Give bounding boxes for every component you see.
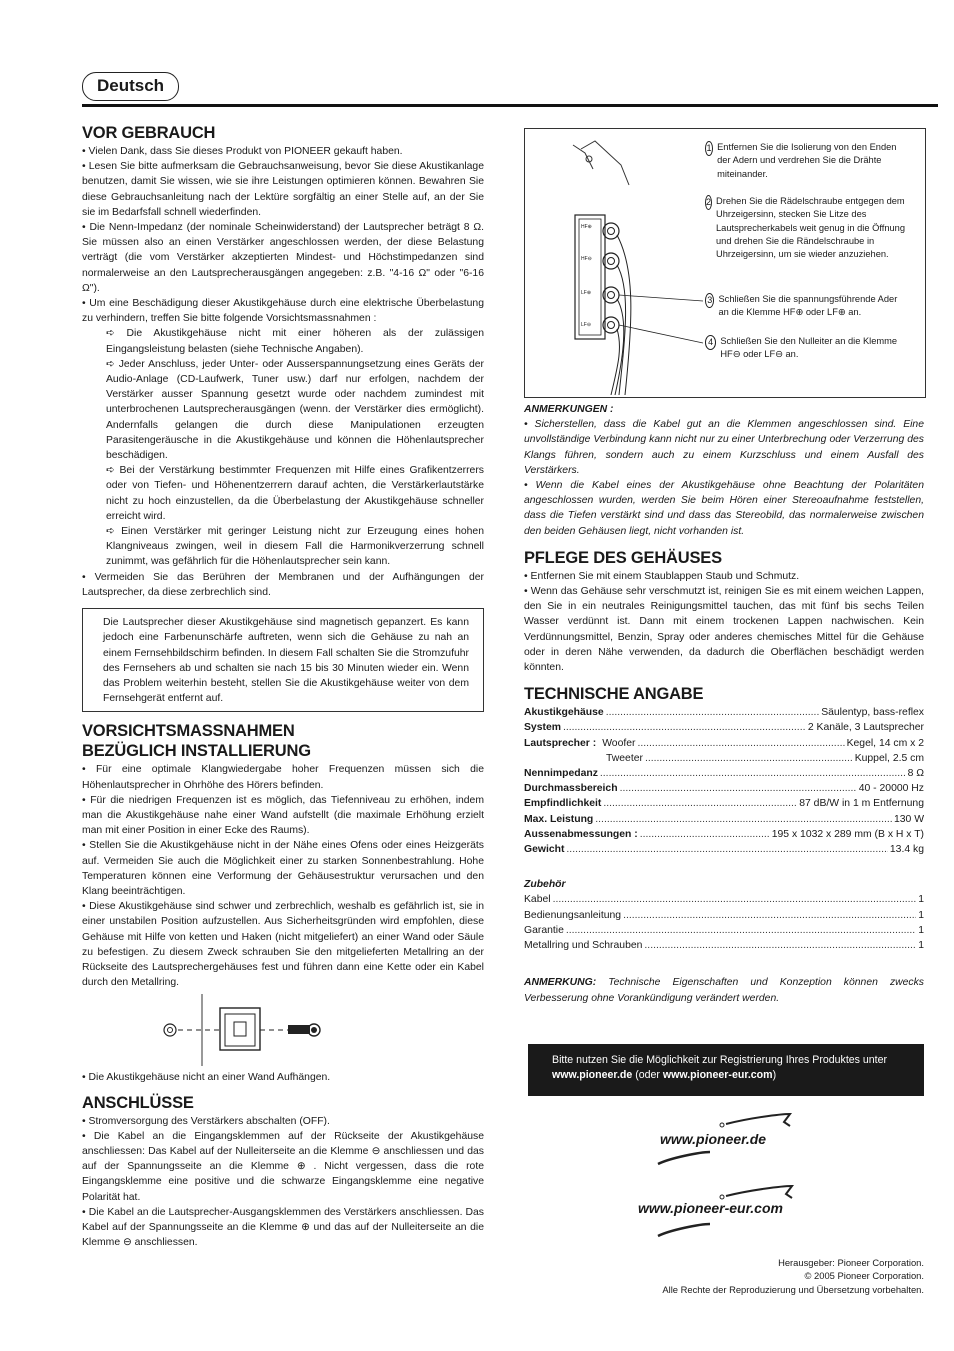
paragraph: • Die Kabel an die Eingangsklemmen auf der Rückseite der Akustikgehäuse anschliessen: Das Kabel auf der Nulleiterseite an die Klemme ⊖ anschliessen und das auf der Spannungsseite an die Klemme ⊕ . Nicht vergessen, dass die rote Eingangsklemme eine positive und die schwarze Eingangsklemme eine negative Polarität hat. xyxy=(82,1130,484,1203)
accessory-row xyxy=(524,923,924,938)
right-column xyxy=(524,402,924,1006)
rights-line: Alle Rechte der Reproduzierung und Übersetzung vorbehalten. xyxy=(662,1283,924,1295)
paragraph: • Vielen Dank, dass Sie dieses Produkt von PIONEER gekauft haben. xyxy=(82,146,403,157)
leader-dots xyxy=(620,781,857,796)
paragraph: • Entfernen Sie mit einem Staublappen Staub und Schmutz. xyxy=(524,570,800,582)
paragraph: • Sicherstellen, dass die Kabel gut an die Klemmen angeschlossen sind. Eine unvollständige Verbindung kann nicht nur zu einer Unterbrechung oder Verzerrung des Klangs führen, sondern auch zu einem Kurzschluss und einem Ausfall des Verstärkers. xyxy=(524,419,924,476)
registration-link-eur[interactable]: www.pioneer-eur.com xyxy=(662,1069,773,1081)
leader-dots xyxy=(638,736,845,751)
spec-label: Gewicht xyxy=(524,844,565,856)
spec-label: Aussenabmessungen : xyxy=(524,828,638,840)
registration-mid: (oder xyxy=(632,1069,663,1081)
spec-value: Kegel, 14 cm x 2 xyxy=(846,737,924,749)
paragraph: • Diese Akustikgehäuse sind schwer und zerbrechlich, weshalb es gefährlich ist, sie in einer unstabilen Position aufzustellen. Aus Sicherheitsgründen wird empfohlen, diese Gehäuse mit Hilfe von ketten und Haken (nicht mitgeliefert) an einer Wand oder Säule zu befestigen. Zu diesem Zweck schrauben Sie den mitgelieferten Metallring an der Rückseite des Lautsprechergehäuses fest und führen dann eine Kette oder ein Kabel durch den Metallring. xyxy=(82,901,484,989)
spec-label: System xyxy=(524,722,561,734)
leader-dots xyxy=(595,812,892,827)
spec-row xyxy=(524,781,924,796)
sub-item: ➪ Einen Verstärker mit geringer Leistung nicht zur Erzeugung eines hohen Klangniveaus zwingen, weil in diesem Fall die Harmonikverzerrung schnell zunimmt, was gefährlich für die Höhenlautsprecher sein kann. xyxy=(106,526,484,568)
paragraph: • Um eine Beschädigung dieser Akustikgehäuse durch eine elektrische Überbelastung zu verhindern, treffen Sie bitte folgende Vorsichtsmassnahmen : xyxy=(82,298,484,325)
paragraph: • Vermeiden Sie das Berühren der Membranen und der Aufhängungen der Lautsprecher, da diese zerbrechlich sind. xyxy=(82,571,484,598)
accessory-row xyxy=(524,892,924,907)
spec-label: Lautsprecher : xyxy=(524,737,597,749)
sub-item: ➪ Die Akustikgehäuse nicht mit einer höheren als der zulässigen Eingangsleistung belasten (siehe Technische Angaben). xyxy=(106,328,484,355)
magnetic-shield-notice xyxy=(82,608,484,712)
section-zubehoer xyxy=(524,877,924,953)
spec-value: 195 x 1032 x 289 mm (B x H x T) xyxy=(771,828,924,840)
heading-vor-gebrauch: VOR GEBRAUCH xyxy=(82,124,216,142)
notice-text: Die Lautsprecher dieser Akustikgehäuse sind magnetisch gepanzert. Es kann jedoch eine Farbenunschärfe auftreten, wenn sich die Gehäuse zu nah an einem Fernsehbildschirm befinden. In diesem Fall schalten Sie die Stromzufuhr des Fernsehers ab und schalten sie nach 15 bis 30 Minuten wieder ein. Wenn das Problem weiterhin besteht, stellen Sie die Akustikgehäuse weiter von dem Fernsehgerät entfernt auf. xyxy=(103,617,469,705)
terminal-diagram xyxy=(524,128,926,398)
paragraph: • Die Akustikgehäuse nicht an einer Wand Aufhängen. xyxy=(82,1072,331,1084)
registration-end: ) xyxy=(772,1069,777,1081)
spec-value: 2 Kanäle, 3 Lautsprecher xyxy=(807,722,924,734)
copyright-line: © 2005 Pioneer Corporation. xyxy=(804,1270,924,1282)
registration-links xyxy=(552,1068,910,1083)
step-2 xyxy=(705,195,905,261)
publisher-info xyxy=(662,1256,924,1296)
leader-dots xyxy=(563,720,806,735)
terminal-illustration xyxy=(525,129,705,395)
paragraph: • Stellen Sie die Akustikgehäuse nicht in der Nähe eines Ofens oder eines Heizgeräts auf. Vermeiden Sie auch die Möglichkeit einer zu starken Sonnenbestrahlung. Hohe Temperaturen können eine Verformung der Gehäusestruktur verursachen und den Klang beeinträchtigen. xyxy=(82,840,484,897)
section-vorsicht xyxy=(82,722,484,1085)
registration-link-de[interactable]: www.pioneer.de xyxy=(552,1069,633,1081)
heading-anschluesse: ANSCHLÜSSE xyxy=(82,1093,194,1112)
heading-vorsicht-2: BEZÜGLICH INSTALLIERUNG xyxy=(82,742,311,761)
spec-value: 8 Ω xyxy=(907,768,924,780)
step-text: Schließen Sie die spannungsführende Ader an die Klemme HF⊕ oder LF⊕ an. xyxy=(718,294,898,318)
step-3 xyxy=(705,293,905,320)
logo-text-de: www.pioneer.de xyxy=(660,1131,767,1147)
paragraph: • Die Kabel an die Lautsprecher-Ausgangsklemmen des Verstärkers anschliessen. Das Kabel auf der Spannungsseite an die Klemme ⊕ und das auf der Nulleiterseite an die Klemme ⊖ anschliessen. xyxy=(82,1206,484,1249)
section-anschluesse xyxy=(82,1094,484,1251)
accessory-list xyxy=(524,892,924,953)
spec-value: Kuppel, 2.5 cm xyxy=(854,752,924,764)
paragraph: • Wenn das Gehäuse sehr verschmutzt ist, reinigen Sie es mit einem weichen Lappen, den Sie in ein neutrales Reinigungsmittel tauchen, das mit fünf bis sechs Teilen Wasser verdünnt ist. Dann mit einem trockenen Lappen nachwischen. Kein Verdünnungsmittel, Benzin, Spray oder anderes chemisches Mittel für die Gehäuse oder in deren Nähe verwenden, da dadurch die Oberflächen beschädigt werden könnten. xyxy=(524,586,924,674)
heading-zubehoer: Zubehör xyxy=(524,879,566,891)
step-text: Drehen Sie die Rädelschraube entgegen dem Uhrzeigersinn, stecken Sie Litze des Lautsprecherkabels weit genug in die Öffnung und drehen Sie die Rändelschraube in Uhrzeigersinn, um sie wieder anzuziehen. xyxy=(716,196,906,260)
spec-row xyxy=(524,736,924,751)
section-technik xyxy=(524,685,924,857)
section-pflege xyxy=(524,549,924,675)
spec-row xyxy=(524,842,924,857)
publisher-line: Herausgeber: Pioneer Corporation. xyxy=(778,1257,924,1268)
step-text: Schließen Sie den Nulleiter an die Klemme HF⊖ oder LF⊖ an. xyxy=(720,336,898,360)
paragraph: • Für die niedrigen Frequenzen ist es möglich, das Tiefenniveau zu erhöhen, indem man die Akustikgehäuse nahe einer Wand aufstellt (die maximale Erhöhung erzielt man mit einer Position in einer Ecke des Raums). xyxy=(82,794,484,837)
leader-dots xyxy=(640,827,770,842)
spec-row xyxy=(524,720,924,735)
leader-dots xyxy=(644,938,916,953)
wall-mount-icon xyxy=(82,990,484,1070)
step-4 xyxy=(705,335,905,362)
spec-value: 130 W xyxy=(893,813,924,825)
anmerkung-label: ANMERKUNG: xyxy=(524,977,597,989)
leader-dots xyxy=(600,766,906,781)
terminal-label-hf-plus: HF⊕ xyxy=(581,224,592,230)
accessory-count: 1 xyxy=(918,909,924,921)
paragraph: • Für eine optimale Klangwiedergabe hoher Frequenzen müssen sich die Höhenlautsprecher in Ohrhöhe des Hörers befinden. xyxy=(82,764,484,791)
spec-row xyxy=(524,705,924,720)
leader-dots xyxy=(566,923,916,938)
header-rule xyxy=(82,104,938,107)
registration-text: Bitte nutzen Sie die Möglichkeit zur Registrierung Ihres Produktes unter xyxy=(552,1054,888,1066)
section-vor-gebrauch xyxy=(82,124,484,712)
terminal-label-lf-plus: LF⊕ xyxy=(581,290,592,296)
step-number: 2 xyxy=(705,195,712,210)
paragraph: • Stromversorgung des Verstärkers abschalten (OFF). xyxy=(82,1115,330,1127)
leader-dots xyxy=(553,892,917,907)
accessory-count: 1 xyxy=(918,940,924,952)
spec-label: Max. Leistung xyxy=(524,813,594,825)
anmerkung-text: Technische Eigenschaften und Konzeption können zwecks Verbesserung ohne Vorankündigung verändert werden. xyxy=(524,977,925,1004)
left-column xyxy=(82,124,484,1250)
pioneer-eur-logo[interactable] xyxy=(636,1180,826,1240)
language-tab: Deutsch xyxy=(82,72,179,101)
heading-pflege: PFLEGE DES GEHÄUSES xyxy=(524,548,722,567)
spec-sublabel: Tweeter xyxy=(606,752,643,764)
spec-value: 13.4 kg xyxy=(889,844,924,856)
leader-dots xyxy=(603,796,797,811)
leader-dots xyxy=(566,842,887,857)
spec-sublabel: Woofer xyxy=(602,737,636,749)
leader-dots xyxy=(623,908,916,923)
heading-anmerkungen: ANMERKUNGEN : xyxy=(524,404,614,415)
accessory-label: Kabel xyxy=(524,894,551,906)
spec-table xyxy=(524,705,924,857)
sub-item: ➪ Jeder Anschluss, jeder Unter- oder Ausserspannungsetzung eines Geräts der Audio-Anlage (CD-Laufwerk, Tuner usw.) darf nur erfolgen, nachdem der Verstärker ausser Spannung gesetzt wurde oder nachdem zumindest mit unterbrochenen Lautsprecherausgängen (wenn. der Verstärker dies ermöglicht). Andernfalls gelangen die durch diese Manipulationen erzeugten Parasitengeräusche in die Akustikgehäuse und können die Höhenlautsprecher beschädigen. xyxy=(106,358,484,462)
spec-value: 87 dB/W in 1 m Entfernung xyxy=(799,798,924,810)
leader-dots xyxy=(606,705,819,720)
paragraph: • Wenn die Kabel eines der Akustikgehäuse ohne Beachtung der Polaritäten angeschlossen wurden, werden Sie beim Hören einer Stereoaufnahme feststellen, dass die Tiefen verstärkt sind und dass das Stereobild, das normalerweise zwischen den beiden Gehäusen liegt, nicht vorhanden ist. xyxy=(524,480,924,537)
accessory-row xyxy=(524,908,924,923)
sub-item: ➪ Bei der Verstärkung bestimmter Frequenzen mit Hilfe eines Grafikentzerrers oder von Tiefen- und Höhenentzerrern darauf achten, die Verstärkerlautstärke nicht zu hoch einzustellen, da die Überbelastung der Akustikgehäuse schneller erreicht wird. xyxy=(106,465,484,522)
spec-label: Empfindlichkeit xyxy=(524,798,602,810)
accessory-label: Garantie xyxy=(524,924,564,936)
accessory-label: Metallring und Schrauben xyxy=(524,940,643,952)
spec-label: Nennimpedanz xyxy=(524,768,598,780)
spec-row xyxy=(524,766,924,781)
step-1 xyxy=(705,141,905,181)
logo-text-eur: www.pioneer-eur.com xyxy=(638,1200,783,1216)
registration-banner xyxy=(528,1044,924,1096)
accessory-count: 1 xyxy=(918,894,924,906)
step-number: 3 xyxy=(705,293,714,308)
spec-row xyxy=(524,751,924,766)
accessory-count: 1 xyxy=(918,924,924,936)
spec-row xyxy=(524,827,924,842)
paragraph: • Die Nenn-Impedanz (der nominale Scheinwiderstand) der Lautsprecher beträgt 8 Ω. Sie müssen also an einen Verstärker angeschlossen werden, der diese Belastung verträgt (die vom Verstärker akzeptierten Mindest- und Höchstimpedanzen sind normalerweise an den Lautsprecherausgängen angegeben: z.B. "4-16 Ω" oder "6-16 Ω"). xyxy=(82,222,484,294)
spec-row xyxy=(524,796,924,811)
spec-value: 40 - 20000 Hz xyxy=(858,783,924,795)
pioneer-de-logo[interactable] xyxy=(650,1108,810,1168)
terminal-label-hf-minus: HF⊖ xyxy=(581,256,592,262)
section-anmerkungen xyxy=(524,402,924,539)
heading-technik: TECHNISCHE ANGABE xyxy=(524,685,704,704)
terminal-label-lf-minus: LF⊖ xyxy=(581,322,592,328)
spec-label: Durchmassbereich xyxy=(524,783,618,795)
accessory-label: Bedienungsanleitung xyxy=(524,909,622,921)
spec-label: Akustikgehäuse xyxy=(524,707,604,719)
paragraph: • Lesen Sie bitte aufmerksam die Gebrauchsanweisung, bevor Sie diese Akustikanlage benutzen, damit Sie wissen, wie sie ihre Leistungen optimieren können. Bewahren Sie diese Gebrauchsanleitung nach der Lektüre sorgfältig an einer Stelle auf, an der Sie sie im Bedarfsfall schnell wiederfinden. xyxy=(82,161,484,218)
spec-value: Säulentyp, bass-reflex xyxy=(821,707,924,719)
leader-dots xyxy=(645,751,853,766)
step-text: Entfernen Sie die Isolierung von den Enden der Adern und verdrehen Sie die Drähte miteinander. xyxy=(717,142,897,179)
heading-vorsicht-1: VORSICHTSMASSNAHMEN xyxy=(82,722,295,741)
anmerkung-note xyxy=(524,975,924,1005)
wall-mount-illustration xyxy=(82,990,484,1070)
spec-row xyxy=(524,812,924,827)
accessory-row xyxy=(524,938,924,953)
step-number: 4 xyxy=(705,335,716,350)
step-number: 1 xyxy=(705,141,713,156)
